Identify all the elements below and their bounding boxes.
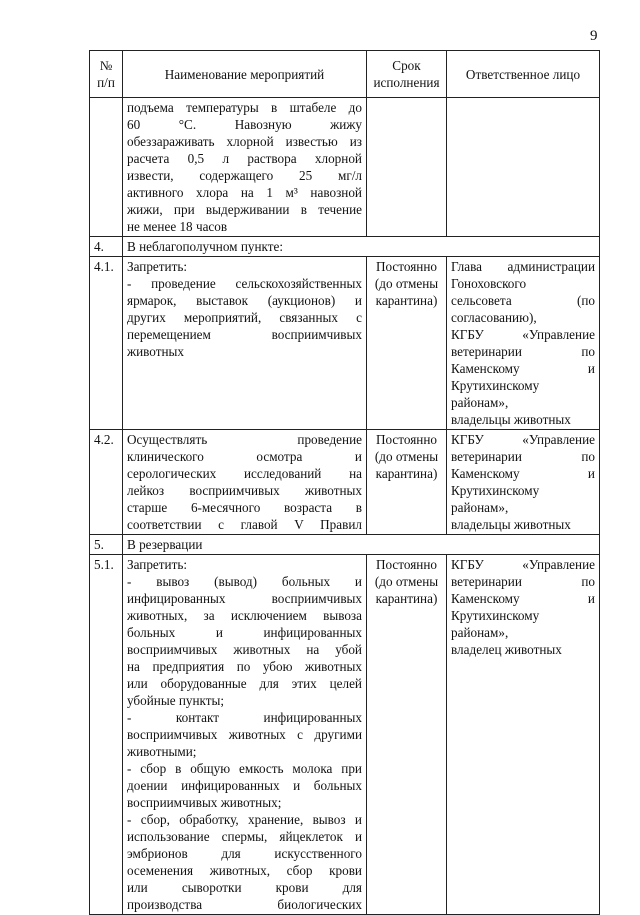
text-line: больных и инфицированных (127, 625, 362, 640)
text-line: эмбрионов для искусственного (127, 846, 362, 861)
text-line: соответствии с главой V Правил (127, 517, 362, 532)
text-line: районам», (451, 500, 509, 515)
cell-activity (123, 430, 367, 535)
text-line: или сыворотки крови для (127, 880, 362, 895)
text-line: расчета 0,5 л раствора хлорной (127, 151, 362, 166)
text-line: ветеринарии по (451, 344, 595, 359)
cell-term (367, 430, 447, 535)
text-line: восприимчивых животных; (127, 795, 282, 810)
text-line: - контакт инфицированных (127, 710, 362, 725)
text-line: ярмарок, выставок (аукционов) и (127, 293, 362, 308)
text-line: не менее 18 часов (127, 219, 228, 234)
text-line: (до отмены (374, 574, 439, 589)
text-line: обеззараживать хлорной известью из (127, 134, 362, 149)
text-line: Глава администрации (451, 259, 595, 274)
text-line: Крутихинскому (451, 608, 540, 623)
header-responsible: Ответственное лицо (447, 51, 600, 98)
section-row-4 (90, 237, 600, 257)
cell-num: 5.1. (90, 555, 123, 915)
cell-term (367, 555, 447, 915)
text-line: серологических исследований на (127, 466, 362, 481)
section-title: В неблагополучном пункте: (123, 237, 600, 257)
text-line: Каменскому и (451, 591, 595, 606)
text-line: (до отмены (374, 449, 439, 464)
cell-responsible (447, 430, 600, 535)
text-line: - сбор, обработку, хранение, вывоз и (127, 812, 362, 827)
cell-term (367, 98, 447, 237)
section-num: 4. (90, 237, 123, 257)
text-line: КГБУ «Управление (451, 327, 595, 342)
measures-table (89, 50, 600, 915)
text-line: владелец животных (451, 642, 562, 657)
text-line: Запретить: (127, 557, 188, 572)
text-line: - проведение сельскохозяйственных (127, 276, 362, 291)
header-num: № п/п (90, 51, 123, 98)
header-term: Срок исполнения (367, 51, 447, 98)
text-line: районам», (451, 395, 509, 410)
cell-activity (123, 257, 367, 430)
page-number: 9 (590, 28, 598, 44)
text-line: клинического осмотра и (127, 449, 362, 464)
text-line: Каменскому и (451, 466, 595, 481)
cell-num: 4.1. (90, 257, 123, 430)
section-title: В резервации (123, 535, 600, 555)
text-line: согласованию), (451, 310, 537, 325)
text-line: сельсовета (по (451, 293, 595, 308)
text-line: Постоянно (375, 432, 437, 447)
text-line: производства биологических (127, 897, 362, 912)
section-num: 5. (90, 535, 123, 555)
table-row-continuation (90, 98, 600, 237)
table-row-4-2 (90, 430, 600, 535)
text-line: ветеринарии по (451, 449, 595, 464)
text-line: Крутихинскому (451, 483, 540, 498)
text-line: других мероприятий, связанных с (127, 310, 362, 325)
text-line: владельцы животных (451, 517, 571, 532)
text-line: (до отмены (374, 276, 439, 291)
text-line: лейкоз восприимчивых животных (127, 483, 362, 498)
text-line: ветеринарии по (451, 574, 595, 589)
text-line: инфицированных восприимчивых (127, 591, 362, 606)
text-line: Постоянно (375, 259, 437, 274)
text-line: активного хлора на 1 м³ навозной (127, 185, 362, 200)
cell-responsible (447, 98, 600, 237)
text-line: жижи, при выдерживании в течение (127, 202, 362, 217)
text-line: животными; (127, 744, 197, 759)
text-line: - вывоз (вывод) больных и (127, 574, 362, 589)
text-line: КГБУ «Управление (451, 432, 595, 447)
text-line: доении инфицированных и больных (127, 778, 362, 793)
text-line: осеменения животных, сбор крови (127, 863, 362, 878)
text-line: Каменскому и (451, 361, 595, 376)
table-row-5-1 (90, 555, 600, 915)
text-line: подъема температуры в штабеле до (127, 100, 362, 115)
text-line: Запретить: (127, 259, 188, 274)
text-line: районам», (451, 625, 509, 640)
text-line: 60 °С. Навозную жижу (127, 117, 362, 132)
text-line: восприимчивых животных на убой (127, 642, 362, 657)
text-line: Гоноховского (451, 276, 527, 291)
text-line: Крутихинскому (451, 378, 540, 393)
text-line: животных (127, 344, 184, 359)
text-line: на предприятия по убою животных (127, 659, 362, 674)
text-line: извести, содержащего 25 мг/л (127, 168, 362, 183)
cell-num: 4.2. (90, 430, 123, 535)
cell-num (90, 98, 123, 237)
text-line: КГБУ «Управление (451, 557, 595, 572)
text-line: Осуществлять проведение (127, 432, 362, 447)
text-line: Постоянно (375, 557, 437, 572)
text-line: восприимчивых животных с другими (127, 727, 362, 742)
header-activity: Наименование мероприятий (123, 51, 367, 98)
text-line: карантина) (375, 293, 438, 308)
text-line: - сбор в общую емкость молока при (127, 761, 362, 776)
text-line: владельцы животных (451, 412, 571, 427)
text-line: карантина) (375, 466, 438, 481)
text-line: карантина) (375, 591, 438, 606)
text-line: перемещением восприимчивых (127, 327, 362, 342)
cell-activity (123, 555, 367, 915)
cell-term (367, 257, 447, 430)
text-line: или оборудованные для этих целей (127, 676, 362, 691)
cell-responsible (447, 257, 600, 430)
table-header-row (90, 51, 600, 98)
section-row-5 (90, 535, 600, 555)
text-line: животных, за исключением вывоза (127, 608, 362, 623)
text-line: использование спермы, яйцеклеток и (127, 829, 362, 844)
cell-responsible (447, 555, 600, 915)
cell-activity (123, 98, 367, 237)
text-line: убойные пункты; (127, 693, 225, 708)
text-line: старше 6-месячного возраста в (127, 500, 362, 515)
table-row-4-1 (90, 257, 600, 430)
